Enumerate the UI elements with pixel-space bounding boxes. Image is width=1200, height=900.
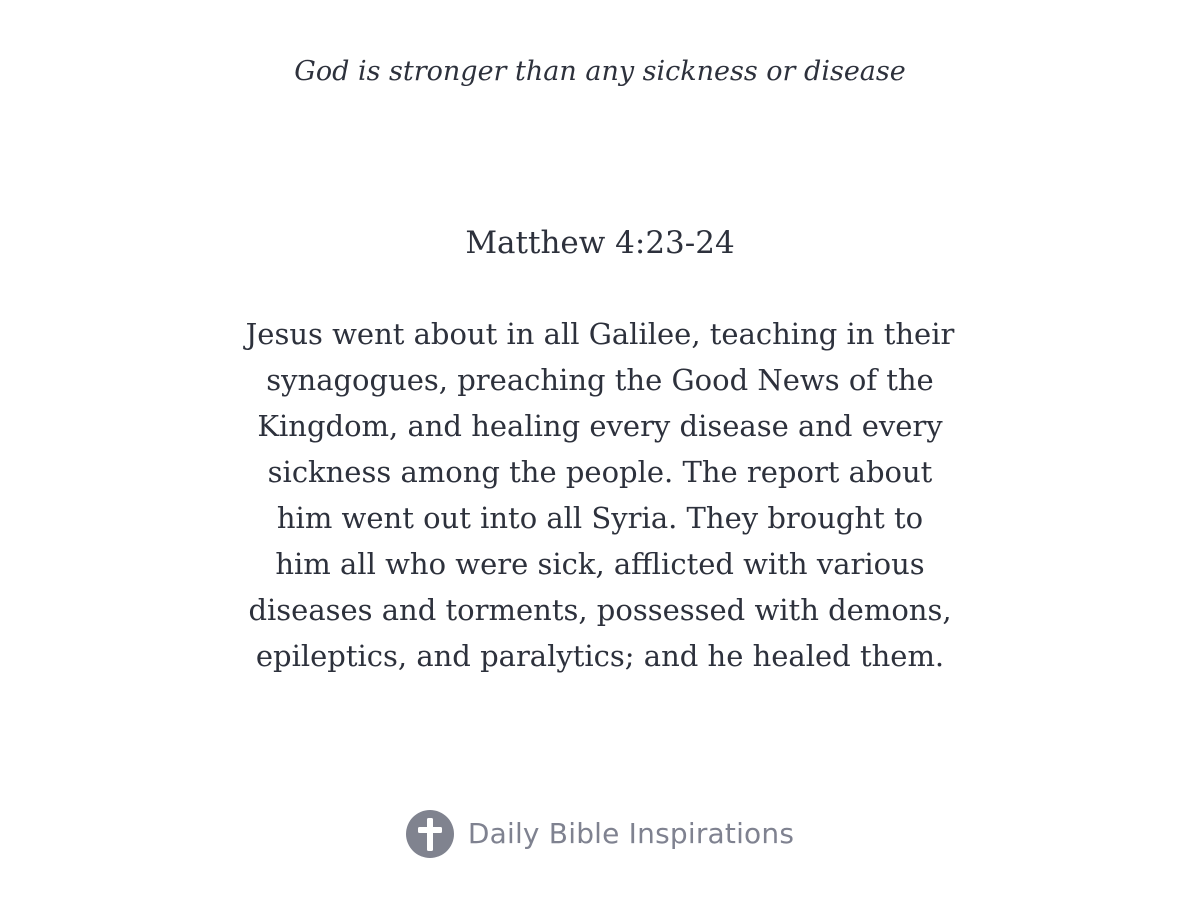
brand-footer: [0, 810, 1200, 858]
cross-icon: [406, 810, 454, 858]
verse-line: him all who were sick, afflicted with various: [275, 547, 925, 581]
verse-line: Jesus went about in all Galilee, teaching in their: [245, 317, 955, 351]
verse-line: diseases and torments, possessed with demons,: [248, 593, 952, 627]
verse-line: him went out into all Syria. They brought to: [276, 501, 924, 535]
verse-line: Kingdom, and healing every disease and every: [257, 409, 943, 443]
verse-line: epileptics, and paralytics; and he healed them.: [255, 639, 945, 673]
tagline: God is stronger than any sickness or disease: [294, 56, 906, 87]
verse-line: synagogues, preaching the Good News of the: [266, 363, 934, 397]
brand-name: Daily Bible Inspirations: [467, 817, 795, 850]
verse-line: sickness among the people. The report about: [267, 455, 933, 489]
verse-text: [240, 311, 960, 679]
verse-reference: Matthew 4:23-24: [465, 225, 735, 261]
